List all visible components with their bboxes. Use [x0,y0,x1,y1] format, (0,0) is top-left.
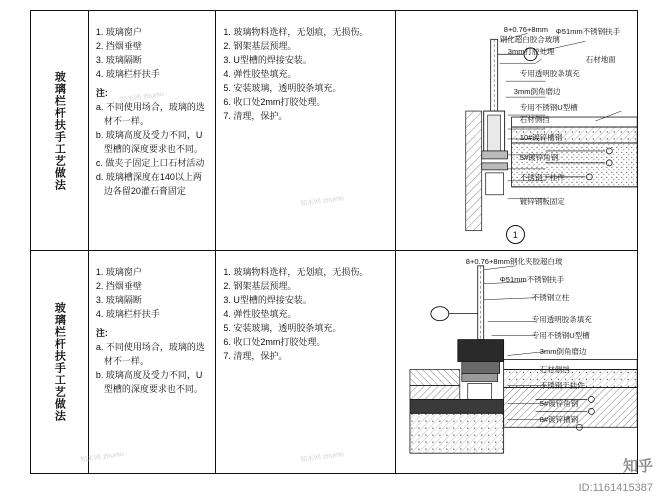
brand-watermark: 知乎 [622,458,653,475]
row-title-1: 玻璃栏杆扶手工艺做法 [53,70,66,191]
label-stone-side: 石材侧挡 [539,365,570,374]
watermark: 知末网 zhumo [299,450,345,465]
list-item: 6. 收口处2mm打胶处理。 [223,97,326,107]
drawing-sheet [30,10,638,474]
label-chamfer: 3mm倒角磨边 [539,347,587,356]
label-glass-spec: 8+0.76+8mm [503,25,548,34]
row-title-cell-2 [31,251,89,473]
label-angle-steel: 5#镀锌角钢 [519,153,559,162]
note-item: d. 玻璃槽深度在140以上两边各留20灌石膏固定 [95,172,202,196]
list-item: 6. 收口处2mm打胶处理。 [223,337,326,347]
list-item: 1. 玻璃窗户 [95,267,142,277]
note-heading: 注: [95,328,108,338]
list-item: 2. 钢架基层预埋。 [223,281,297,291]
list-item: 3. U型槽的焊接安装。 [223,295,312,305]
list-item: 4. 弹性胶垫填充。 [223,69,297,79]
row-title-2: 玻璃栏杆扶手工艺做法 [53,302,66,422]
label-transparent-gasket: 专用透明胶条填充 [519,69,580,78]
label-steel-post: 不锈钢立柱 [531,293,570,302]
row-process-cell-2 [216,251,395,473]
label-transparent-gasket: 专用透明胶条填充 [531,315,592,324]
row-detail-drawing-1 [396,11,637,250]
note-item: a. 不同使用场合，玻璃的选材不一样。 [95,342,205,366]
list-item: 2. 挡烟垂壁 [95,41,142,51]
materials-list-2 [89,251,216,400]
note-item: b. 玻璃高度及受力不同，U型槽的深度要求也不同。 [95,370,203,394]
label-u-channel: 专用不锈钢U型槽 [519,103,578,112]
label-glass-spec: 8+0.76+8mm钢化夹胶超白玻 [465,257,563,266]
table-row [31,251,637,473]
row-title-cell-1 [31,11,89,250]
materials-list-1 [89,11,216,202]
list-item: 4. 玻璃栏杆扶手 [95,309,160,319]
watermark: 知末网 zhumo [79,450,125,465]
list-item: 7. 清理，保护。 [223,351,288,361]
process-list-2 [216,251,394,367]
list-item: 3. 玻璃隔断 [95,55,142,65]
label-handrail: Φ51mm不锈钢扶手 [499,275,565,284]
label-hanging-part: 不锈钢干挂件 [519,173,565,182]
label-stone-floor: 石材地面 [585,55,616,64]
note-item: a. 不同使用场合，玻璃的选材不一样。 [95,102,205,126]
detail-drawing-svg-2 [396,251,637,473]
label-u-channel: 专用不锈钢U型槽 [531,331,590,340]
label-handrail: Φ51mm不锈钢扶手 [555,27,621,36]
list-item: 1. 玻璃窗户 [95,27,142,37]
list-item: 7. 清理，保护。 [223,111,288,121]
process-list-1 [216,11,394,127]
list-item: 1. 玻璃物料选样，无划痕，无损伤。 [223,267,369,277]
table-row [31,11,637,251]
watermark: 知末网 zhumo [119,90,165,105]
label-stone-side: 石材侧挡 [519,115,550,124]
row-process-cell-1 [216,11,395,250]
list-item: 2. 挡烟垂壁 [95,281,142,291]
list-item: 3. 玻璃隔断 [95,295,142,305]
note-item: b. 玻璃高度及受力不同，U型槽的深度要求也不同。 [95,130,203,154]
label-chamfer: 3mm倒角磨边 [513,87,561,96]
list-item: 4. 玻璃栏杆扶手 [95,69,160,79]
note-heading: 注: [95,88,108,98]
row-materials-cell-1 [89,11,217,250]
list-item: 1. 玻璃物料选样，无划痕，无损伤。 [223,27,369,37]
list-item: 5. 安装玻璃，透明胶条填充。 [223,323,342,333]
label-galvanized-plate: 镀锌钢板固定 [519,197,565,206]
note-item: c. 做夹子固定上口石材活动 [95,158,205,168]
label-angle-steel: 5#镀锌角钢 [539,399,579,408]
label-hanging-part: 不锈钢干挂件 [539,381,585,390]
list-item: 3. U型槽的焊接安装。 [223,55,312,65]
label-glass-spec-2: 钢化超白胶合玻璃 [499,35,560,44]
row-materials-cell-2 [89,251,217,473]
detail-number-badge-1: 1 [506,225,525,244]
list-item: 2. 钢架基层预埋。 [223,41,297,51]
watermark: 知末网 zhumo [299,194,345,209]
label-channel-steel: 8#镀锌槽钢 [539,415,579,424]
list-item: 5. 安装玻璃，透明胶条填充。 [223,83,342,93]
row-detail-drawing-2 [396,251,637,473]
list-item: 4. 弹性胶垫填充。 [223,309,297,319]
label-channel-steel: 10#镀锌槽钢 [519,133,563,142]
id-watermark: ID:1161415387 [578,482,653,494]
label-sealant: 3mm打胶处理 [507,47,555,56]
